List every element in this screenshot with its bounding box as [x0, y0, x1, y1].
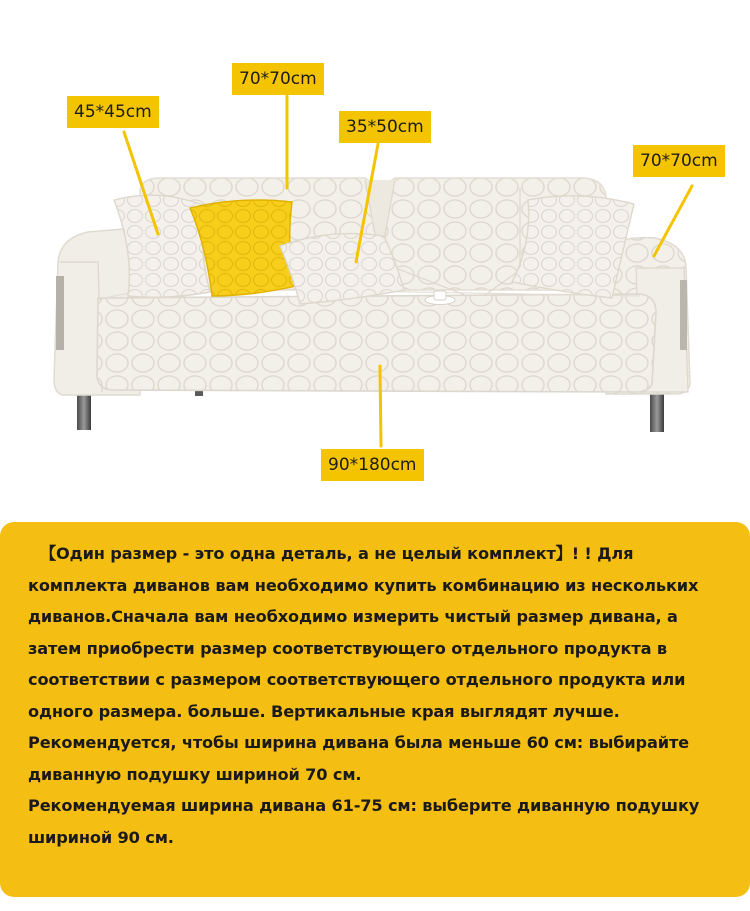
info-paragraph-recommend-70: Рекомендуется, чтобы ширина дивана была меньше 60 см: выбирайте диванную подушку шириной 70 см. [28, 733, 690, 784]
pillow-cream-lumbar [280, 234, 404, 304]
info-paragraph-size-note: 【Один размер - это одна деталь, а не целый комплект】! ! Для комплекта диванов вам необходимо купить комбинацию из нескольких диванов.Сначала вам необходимо измерить чистый размер дивана, а затем приобрести размер соответствующего отдельного продукта в соответствии с размером соответствующего отдельного продукта или одного размера. больше. Вертикальные края выглядят лучше. [28, 544, 699, 721]
info-paragraph-recommend-90: Рекомендуемая ширина дивана 61-75 см: выберите диванную подушку шириной 90 см. [28, 796, 700, 847]
size-label-backrest: 70*70cm [232, 63, 324, 95]
pillow-cream-right [512, 196, 634, 298]
size-label-pillow-small: 45*45cm [67, 96, 159, 128]
size-label-pillow-lumbar: 35*50cm [339, 111, 431, 143]
size-label-seat: 90*180cm [321, 449, 424, 481]
size-label-armrest: 70*70cm [633, 145, 725, 177]
sofa-seat [97, 287, 656, 392]
callout-line-seat [380, 366, 381, 446]
info-panel [0, 522, 750, 897]
